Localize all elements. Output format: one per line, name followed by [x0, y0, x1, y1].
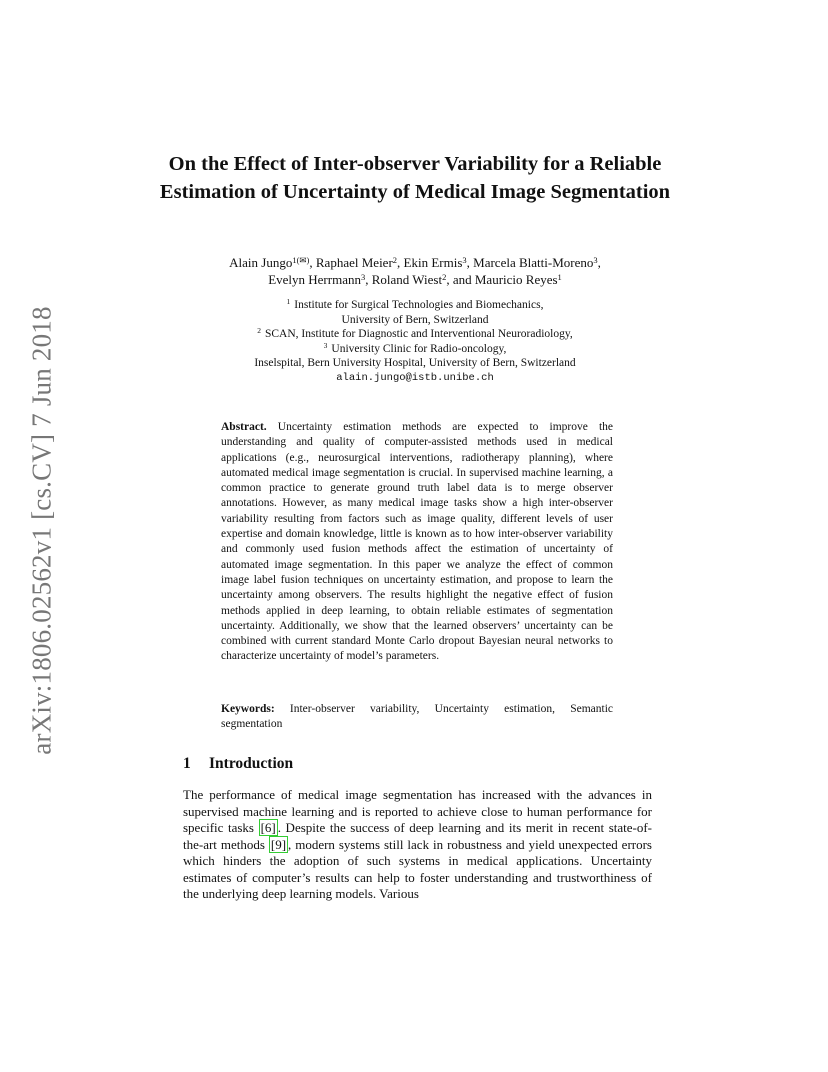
keywords-label: Keywords:	[221, 703, 275, 715]
arxiv-identifier-stamp	[22, 300, 62, 760]
section-number: 1	[183, 755, 191, 772]
author: Ekin Ermis$^3$,	[403, 255, 474, 270]
affiliation-1-cont: University of Bern, Switzerland	[341, 313, 489, 326]
section-heading-introduction	[183, 755, 293, 773]
citation-link[interactable]: [9]	[270, 836, 287, 852]
author: Evelyn Herrmann$^3$,	[268, 272, 372, 287]
affiliation-2: $^2$ SCAN, Institute for Diagnostic and Interventional Neuroradiology,	[257, 326, 573, 341]
author: Marcela Blatti-Moreno$^3$,	[473, 255, 601, 270]
author: Alain Jungo$^{1(✉)}$,	[229, 255, 316, 270]
affiliations	[170, 298, 660, 386]
affiliation-3: $^3$ University Clinic for Radio-oncology,	[323, 340, 507, 355]
arxiv-identifier-text: arXiv:1806.02562v1 [cs.CV] 7 Jun 2018	[26, 305, 57, 755]
keywords-text: Inter-observer variability, Uncertainty estimation, Semantic segmentation	[221, 703, 613, 731]
abstract-label: Abstract.	[221, 421, 267, 433]
abstract	[221, 420, 613, 665]
affiliation-3-cont: Inselspital, Bern University Hospital, University of Bern, Switzerland	[254, 357, 576, 370]
keywords	[221, 702, 613, 733]
citation-link[interactable]: [6]	[260, 820, 276, 835]
paper-title: On the Effect of Inter-observer Variability for a Reliable Estimation of Uncertainty of Medical Image Segmentation	[159, 153, 671, 203]
author: Roland Wiest$^2$, and	[371, 272, 475, 287]
introduction-paragraph: The performance of medical image segmentation has increased with the advances in supervised machine learning and is reported to achieve close to human performance for specific tasks [6] . Despite the success of deep learning and its merit in recent state-of-the-art methods [9] , modern systems still lack in robustness and yield unexpected errors which hinders the adoption of such systems in medical applications. Uncertainty estimates of computer’s results can help to foster understanding and trustworthiness of the underlying deep learning models. Various	[183, 787, 653, 901]
author: Raphael Meier$^2$,	[315, 255, 404, 270]
abstract-text: Uncertainty estimation methods are expected to improve the understanding and quality of computer-assisted methods used in medical applications (e.g., neurosurgical interventions, radiotherapy planning), where automated medical image segmentation is crucial. In supervised machine learning, a common practice to generate ground truth label data is to merge observer annotations. However, as many medical image tasks show a high inter-observer variability resulting from factors such as image quality, different levels of user expertise and domain knowledge, little is known as to how inter-observer variability and commonly used fusion methods affect the estimation of uncertainty of automated image segmentation. In this paper we analyze the effect of common image label fusion techniques on uncertainty estimation, and propose to learn the uncertainty among observers. The results highlight the negative effect of fusion methods applied in deep learning, to obtain reliable estimates of segmentation uncertainty. Additionally, we show that the learned observers’ uncertainty can be combined with current standard Monte Carlo dropout Bayesian neural networks to characterize uncertainty of model’s parameters.	[221, 421, 613, 663]
affiliation-1: $^1$ Institute for Surgical Technologies and Biomechanics,	[286, 297, 544, 311]
author: Mauricio Reyes$^1$	[474, 272, 562, 287]
contact-email[interactable]: alain.jungo@istb.unibe.ch	[336, 371, 494, 384]
section-title: Introduction	[209, 755, 294, 772]
author-list	[170, 254, 660, 288]
